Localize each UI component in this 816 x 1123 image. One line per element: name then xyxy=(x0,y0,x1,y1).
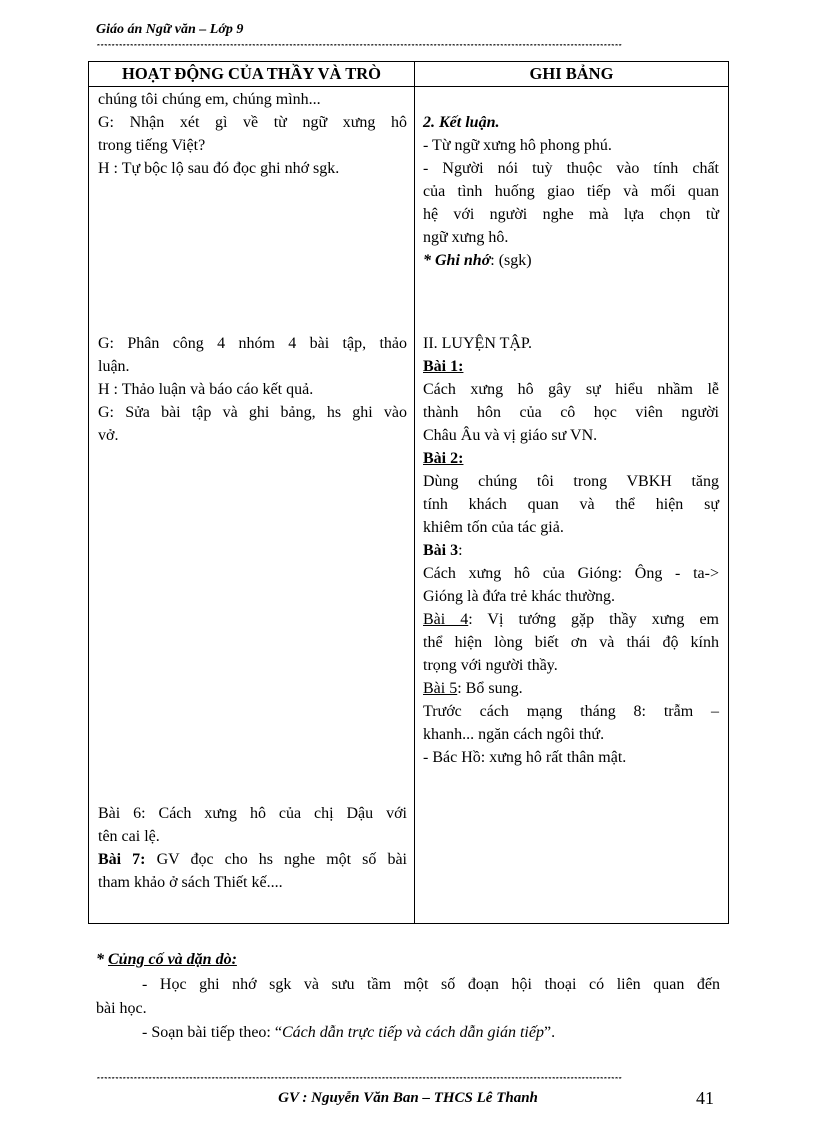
lesson-table xyxy=(88,61,729,924)
right-line: hệ với người nghe mà lựa chọn từ xyxy=(423,206,719,223)
teacher-signature: GV : Nguyễn Văn Ban – THCS Lê Thanh xyxy=(278,1090,538,1106)
header-separator: ********************************************************************************************************************************************** xyxy=(96,44,622,52)
right-line: trọng với người thầy. xyxy=(423,657,558,674)
left-line: Bài 6: Cách xưng hô của chị Dậu với xyxy=(98,805,407,822)
right-line: Trước cách mạng tháng 8: trẫm – xyxy=(423,703,719,720)
consolidation-heading xyxy=(96,948,720,972)
exercise-heading: Bài 3 xyxy=(423,542,459,559)
right-line xyxy=(416,677,727,700)
left-line: H : Tự bộc lộ sau đó đọc ghi nhớ sgk. xyxy=(98,160,340,177)
right-line: Gióng là đứa trẻ khác thường. xyxy=(423,588,615,605)
left-line xyxy=(90,848,413,871)
left-line: trong tiếng Việt? xyxy=(98,137,206,154)
footer-separator: ********************************************************************************************************************************************** xyxy=(96,1077,622,1085)
left-line: G: Sửa bài tập và ghi bảng, hs ghi vào xyxy=(98,404,407,421)
right-line: - Bác Hồ: xưng hô rất thân mật. xyxy=(423,749,627,766)
right-line: Dùng chúng tôi trong VBKH tăng xyxy=(423,473,719,490)
right-line: - Từ ngữ xưng hô phong phú. xyxy=(423,137,612,154)
left-line: G: Nhận xét gì về từ ngữ xưng hô xyxy=(98,114,407,131)
right-line: khiêm tốn của tác giả. xyxy=(423,519,564,536)
consolidation-line: bài học. xyxy=(96,1000,147,1017)
exercise-heading: Bài 1: xyxy=(423,358,464,375)
consolidation-star: * xyxy=(96,951,108,968)
right-line: 2. Kết luận. xyxy=(423,114,500,131)
document-header-title: Giáo án Ngữ văn – Lớp 9 xyxy=(96,22,244,37)
right-line: thể hiện lòng biết ơn và thái độ kính xyxy=(423,634,719,651)
next-lesson-suffix: ”. xyxy=(543,1024,556,1041)
left-line: G: Phân công 4 nhóm 4 bài tập, thảo xyxy=(98,335,407,352)
left-line: luận. xyxy=(98,358,130,375)
right-line: ngữ xưng hô. xyxy=(423,229,509,246)
exercise-text: : Bổ sung. xyxy=(457,680,523,697)
exercise-heading: Bài 4 xyxy=(423,611,469,628)
consolidation-line: - Học ghi nhớ sgk và sưu tầm một số đoạn hội thoại có liên quan đến xyxy=(142,976,720,993)
right-line xyxy=(416,249,727,272)
column-header-board: GHI BẢNG xyxy=(415,62,729,87)
exercise-text: GV đọc cho hs nghe một số bài xyxy=(145,851,408,868)
page-number: 41 xyxy=(696,1088,714,1108)
exercise-text: : xyxy=(458,542,463,559)
right-line: của tình huống giao tiếp và mối quan xyxy=(423,183,719,200)
next-lesson-prefix: - Soạn bài tiếp theo: “ xyxy=(142,1024,282,1041)
right-line: Cách xưng hô gây sự hiểu nhầm lễ xyxy=(423,381,719,398)
left-line: tên cai lệ. xyxy=(98,828,160,845)
consolidation-line xyxy=(96,1021,720,1045)
exercise-text: : Vị tướng gặp thầy xưng em xyxy=(468,611,719,628)
next-lesson-title: Cách dẫn trực tiếp và cách dẫn gián tiếp xyxy=(281,1024,544,1041)
right-line: II. LUYỆN TẬP. xyxy=(423,335,533,352)
memo-label: * Ghi nhớ xyxy=(423,252,491,269)
memo-text: : (sgk) xyxy=(490,252,532,269)
exercise-heading: Bài 5 xyxy=(423,680,458,697)
consolidation-title: Củng cố và dặn dò: xyxy=(108,951,237,968)
exercise-label: Bài 7: xyxy=(98,851,146,868)
right-line: thành hôn của cô học viên người xyxy=(423,404,719,421)
right-line: khanh... ngăn cách ngôi thứ. xyxy=(423,726,605,743)
left-line: tham khảo ở sách Thiết kế.... xyxy=(98,874,283,891)
left-line: chúng tôi chúng em, chúng mình... xyxy=(98,91,321,108)
right-line: Cách xưng hô của Gióng: Ông - ta-> xyxy=(423,565,719,582)
right-line: tính khách quan và thể hiện sự xyxy=(423,496,719,513)
right-line xyxy=(416,608,727,631)
board-cell xyxy=(415,87,729,924)
right-line: - Người nói tuỳ thuộc vào tính chất xyxy=(423,160,719,177)
activities-cell xyxy=(89,87,415,924)
left-line: vở. xyxy=(98,427,119,444)
right-line: Châu Âu và vị giáo sư VN. xyxy=(423,427,598,444)
left-line: H : Thảo luận và báo cáo kết quả. xyxy=(98,381,314,398)
column-header-activities: HOẠT ĐỘNG CỦA THẦY VÀ TRÒ xyxy=(89,62,415,87)
right-line xyxy=(416,539,727,562)
exercise-heading: Bài 2: xyxy=(423,450,464,467)
